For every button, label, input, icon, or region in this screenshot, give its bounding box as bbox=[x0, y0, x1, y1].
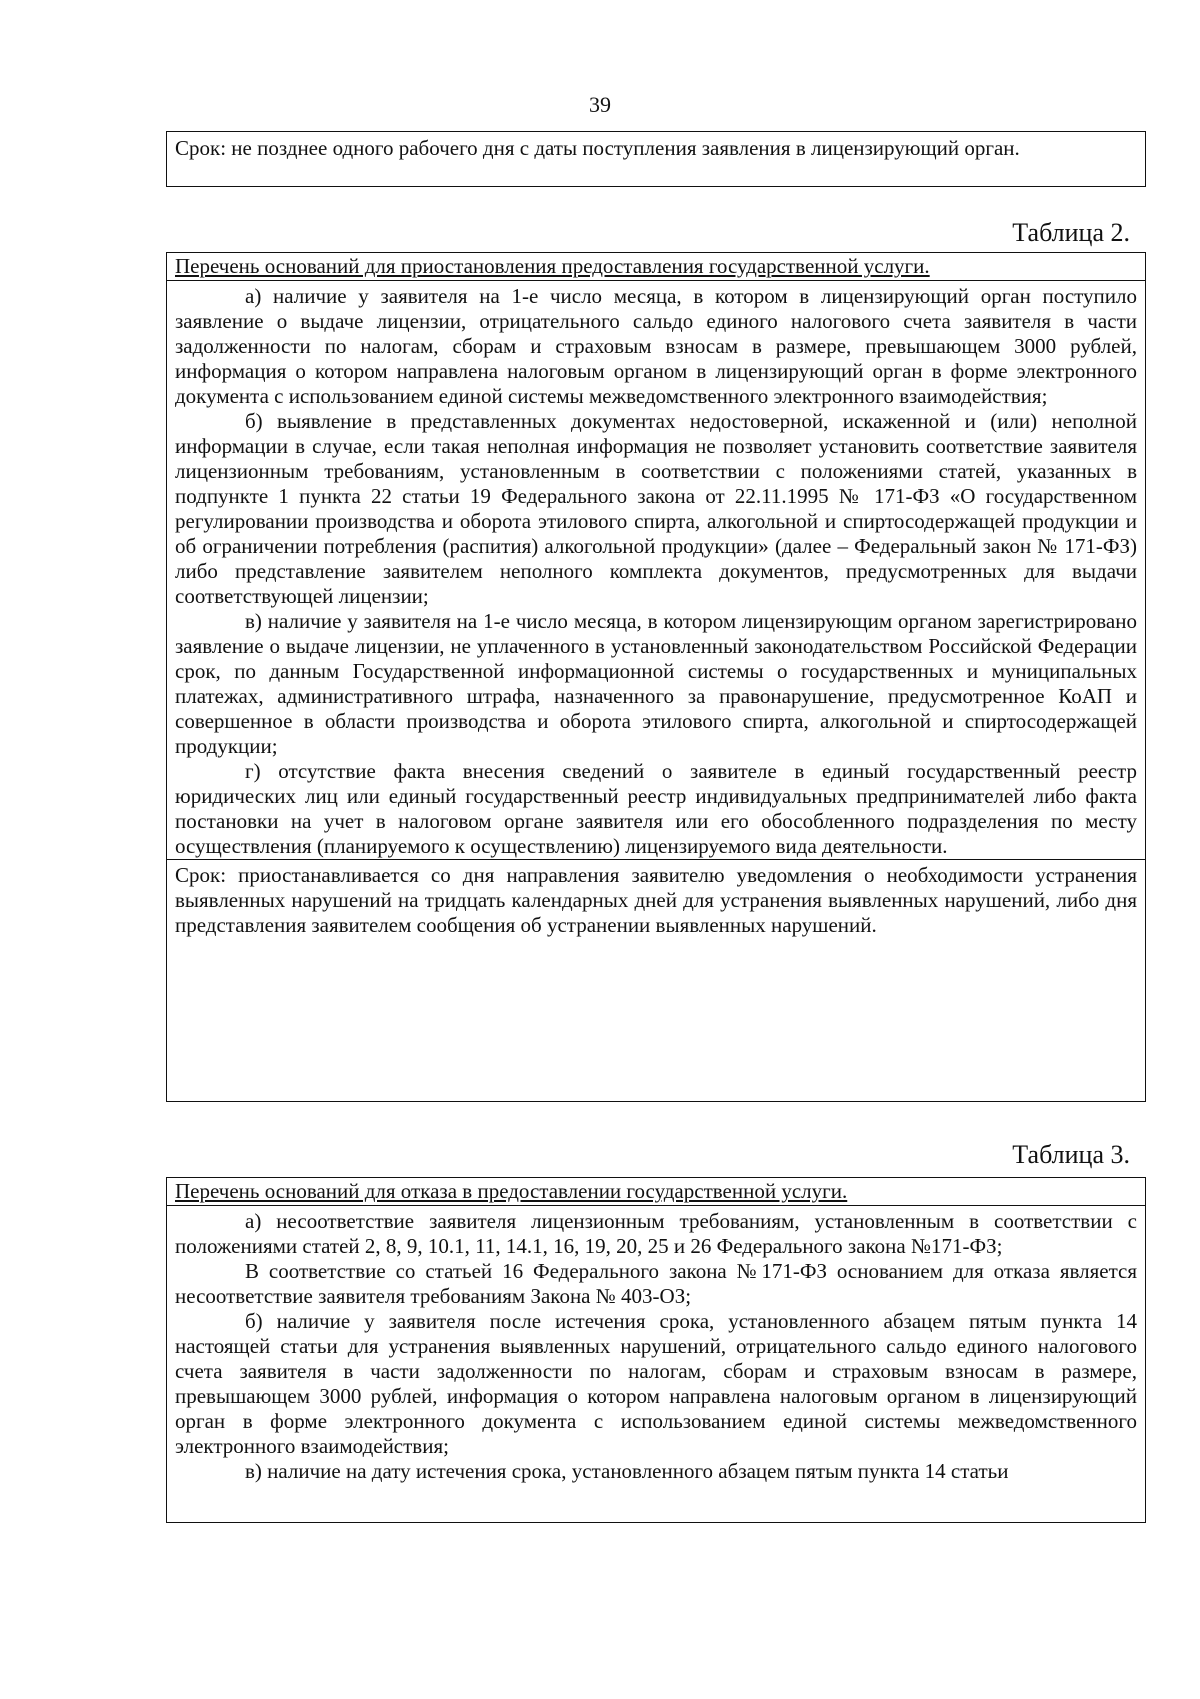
table2-item-v: в) наличие у заявителя на 1-е число месяца, в котором лицензирующим органом зарегистрировано заявление о выдаче лицензии, не уплаченного в установленный законодательством Российской Федерации срок, по данным Государственной информационной системы о государственных и муниципальных платежах, административного штрафа, назначенного за правонарушение, предусмотренное КоАП и совершенное в области производства и оборота этилового спирта, алкогольной и спиртосодержащей продукции; bbox=[175, 609, 1137, 758]
table2-item-a: а) наличие у заявителя на 1-е число месяца, в котором в лицензирующий орган поступило заявление о выдаче лицензии, отрицательного сальдо единого налогового счета заявителя в части задолженности по налогам, сборам и страховым взносам в размере, превышающем 3000 рублей, информация о котором направлена налоговым органом в лицензирующий орган в форме электронного документа с использованием единой системы межведомственного электронного взаимодействия; bbox=[175, 284, 1137, 408]
table2-item-g: г) отсутствие факта внесения сведений о заявителе в единый государственный реестр юридических лиц или единый государственный реестр индивидуальных предпринимателей либо факта постановки на учет в налоговом органе заявителя или его обособленного подразделения по месту осуществления (планируемого к осуществлению) лицензируемого вида деятельности. bbox=[175, 759, 1137, 858]
top-deadline-box bbox=[166, 131, 1146, 187]
table2-item-b: б) выявление в представленных документах недостоверной, искаженной и (или) неполной информации в случае, если такая неполная информация не позволяет установить соответствие заявителя лицензионным требованиям, установленным в соответствии с положениями статей, указанных в подпункте 1 пункта 22 статьи 19 Федерального закона от 22.11.1995 № 171-ФЗ «О государственном регулировании производства и оборота этилового спирта, алкогольной и спиртосодержащей продукции и об ограничении потребления (распития) алкогольной продукции» (далее – Федеральный закон № 171-ФЗ) либо представление заявителем неполного комплекта документов, предусмотренных для выдачи соответствующей лицензии; bbox=[175, 409, 1137, 608]
table2-header-text: Перечень оснований для приостановления предоставления государственной услуги. bbox=[175, 254, 930, 278]
table2-body bbox=[167, 281, 1145, 859]
table3 bbox=[166, 1177, 1146, 1523]
table3-body bbox=[167, 1206, 1145, 1484]
table3-item-b: б) наличие у заявителя после истечения срока, установленного абзацем пятым пункта 14 настоящей статьи для устранения выявленных нарушений, отрицательного сальдо единого налогового счета заявителя в части задолженности по налогам, сборам и страховым взносам в размере, превышающем 3000 рублей, информация о котором направлена налоговым органом в лицензирующий орган в форме электронного документа с использованием единой системы межведомственного электронного взаимодействия; bbox=[175, 1309, 1137, 1458]
table3-header bbox=[167, 1178, 1145, 1206]
table2-deadline: Срок: приостанавливается со дня направления заявителю уведомления о необходимости устранения выявленных нарушений на тридцать календарных дней для устранения выявленных нарушений, либо дня представления заявителем сообщения об устранении выявленных нарушений. bbox=[167, 859, 1145, 938]
table3-item-a: а) несоответствие заявителя лицензионным требованиям, установленным в соответствии с положениями статей 2, 8, 9, 10.1, 11, 14.1, 16, 19, 20, 25 и 26 Федерального закона №171-ФЗ; bbox=[175, 1209, 1137, 1258]
table2 bbox=[166, 252, 1146, 1102]
table2-header bbox=[167, 253, 1145, 281]
table3-header-text: Перечень оснований для отказа в предоставлении государственной услуги. bbox=[175, 1179, 848, 1203]
table3-caption: Таблица 3. bbox=[1012, 1140, 1130, 1169]
table3-item-v: в) наличие на дату истечения срока, установленного абзацем пятым пункта 14 статьи bbox=[245, 1459, 1009, 1483]
page-number: 39 bbox=[589, 92, 611, 117]
table3-note: В соответствие со статьей 16 Федерального закона №171-ФЗ основанием для отказа является несоответствие заявителя требованиям Закона № 403-ОЗ; bbox=[175, 1259, 1137, 1308]
top-deadline-text: Срок: не позднее одного рабочего дня с даты поступления заявления в лицензирующий орган. bbox=[175, 136, 1020, 160]
table2-caption: Таблица 2. bbox=[1012, 218, 1130, 247]
